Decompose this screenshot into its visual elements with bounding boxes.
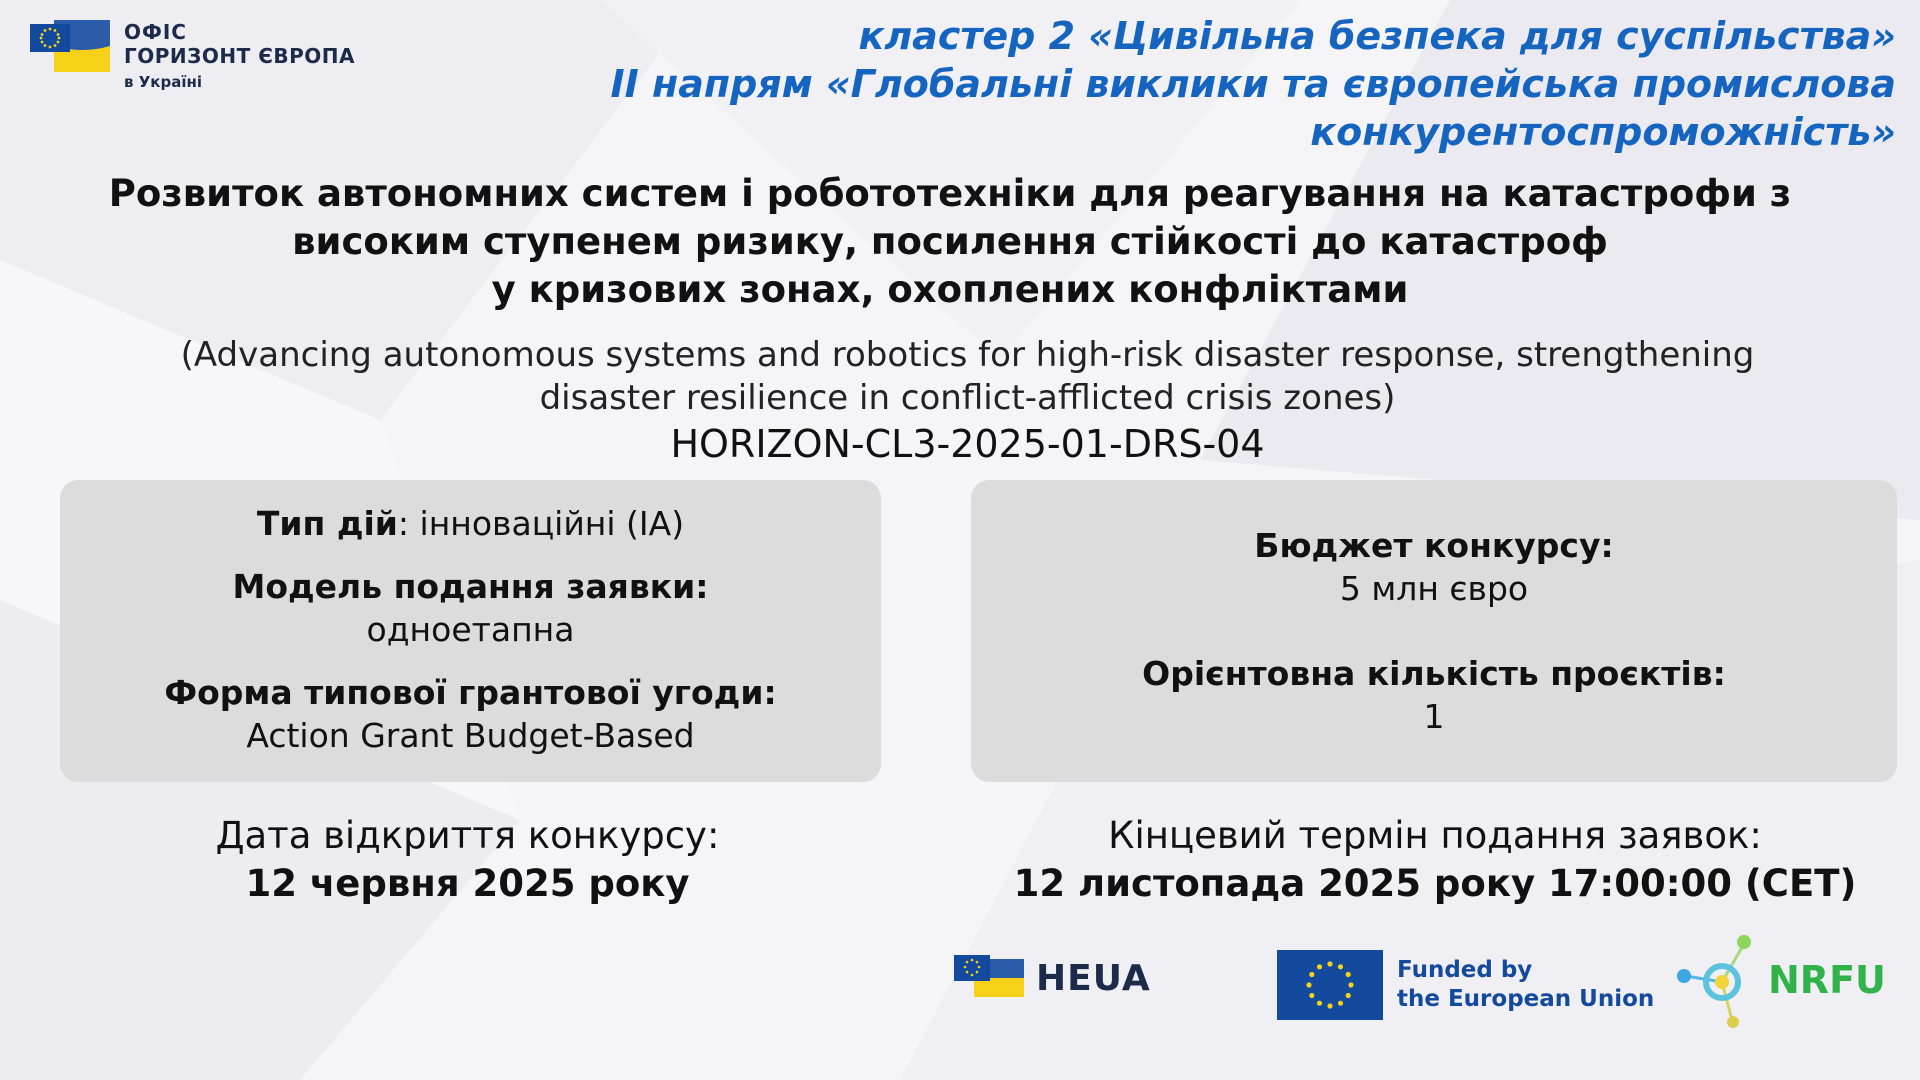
title-line2: високим ступенем ризику, посилення стійкості до катастроф (292, 220, 1608, 263)
eu-funded-line2: the European Union (1397, 986, 1655, 1012)
submission-model-label: Модель подання заявки: (232, 567, 709, 606)
office-horizon-europe-logo (30, 20, 355, 91)
projects-count-label: Орієнтовна кількість проєктів: (1142, 654, 1726, 693)
opening-date-label: Дата відкриття конкурсу: (215, 814, 720, 857)
submission-model-value: одноетапна (366, 610, 575, 649)
funded-by-eu-logo (1277, 950, 1654, 1020)
nrfu-logo (1672, 930, 1886, 1030)
call-details-card (60, 480, 881, 782)
page-title (60, 170, 1840, 314)
english-title (60, 334, 1875, 420)
office-logo-line3: в Україні (124, 72, 202, 91)
heua-logo (954, 955, 1151, 1001)
office-logo-line1: ОФІС (124, 20, 187, 44)
budget-label: Бюджет конкурсу: (1254, 526, 1614, 565)
eu-funded-line1: Funded by (1397, 957, 1533, 983)
cluster-header (596, 12, 1896, 156)
deadline-block (970, 812, 1900, 908)
molecule-icon (1672, 930, 1764, 1030)
budget-value: 5 млн євро (1339, 569, 1529, 608)
office-logo-line2: ГОРИЗОНТ ЄВРОПА (124, 44, 355, 69)
topic-code: HORIZON-CL3-2025-01-DRS-04 (670, 422, 1265, 466)
cluster-line2: ІІ напрям «Глобальні виклики та європейська промислова (610, 62, 1896, 106)
projects-count-value: 1 (1423, 697, 1445, 736)
action-type-label: Тип дій (256, 504, 398, 543)
deadline-value: 12 листопада 2025 року 17:00:00 (CET) (1013, 862, 1857, 905)
grant-agreement-label: Форма типової грантової угоди: (164, 673, 777, 712)
eu-flag-icon (1277, 950, 1383, 1020)
action-type-row (60, 502, 881, 545)
cluster-line1: кластер 2 «Цивільна безпека для суспільства» (858, 14, 1896, 58)
english-title-line1: (Advancing autonomous systems and robotics for high-risk disaster response, strengthening (180, 335, 1755, 375)
deadline-label: Кінцевий термін подання заявок: (1108, 814, 1762, 857)
eu-ua-flag-icon (30, 20, 110, 72)
title-line1: Розвиток автономних систем і робототехніки для реагування на катастрофи з (108, 172, 1792, 215)
english-title-line2: disaster resilience in conflict-afflicted crisis zones) (539, 378, 1396, 418)
action-type-value: : інноваційні (IA) (397, 504, 685, 543)
title-line3: у кризових зонах, охоплених конфліктами (491, 268, 1409, 311)
eu-ua-flag-icon (954, 955, 1024, 1001)
budget-card (971, 480, 1897, 782)
cluster-line3: конкурентоспроможність» (1310, 110, 1896, 154)
opening-date-block (60, 812, 875, 908)
heua-logo-text: HEUA (1036, 957, 1151, 999)
nrfu-logo-text: NRFU (1768, 958, 1886, 1002)
opening-date-value: 12 червня 2025 року (245, 862, 690, 905)
grant-agreement-value: Action Grant Budget-Based (246, 716, 695, 755)
